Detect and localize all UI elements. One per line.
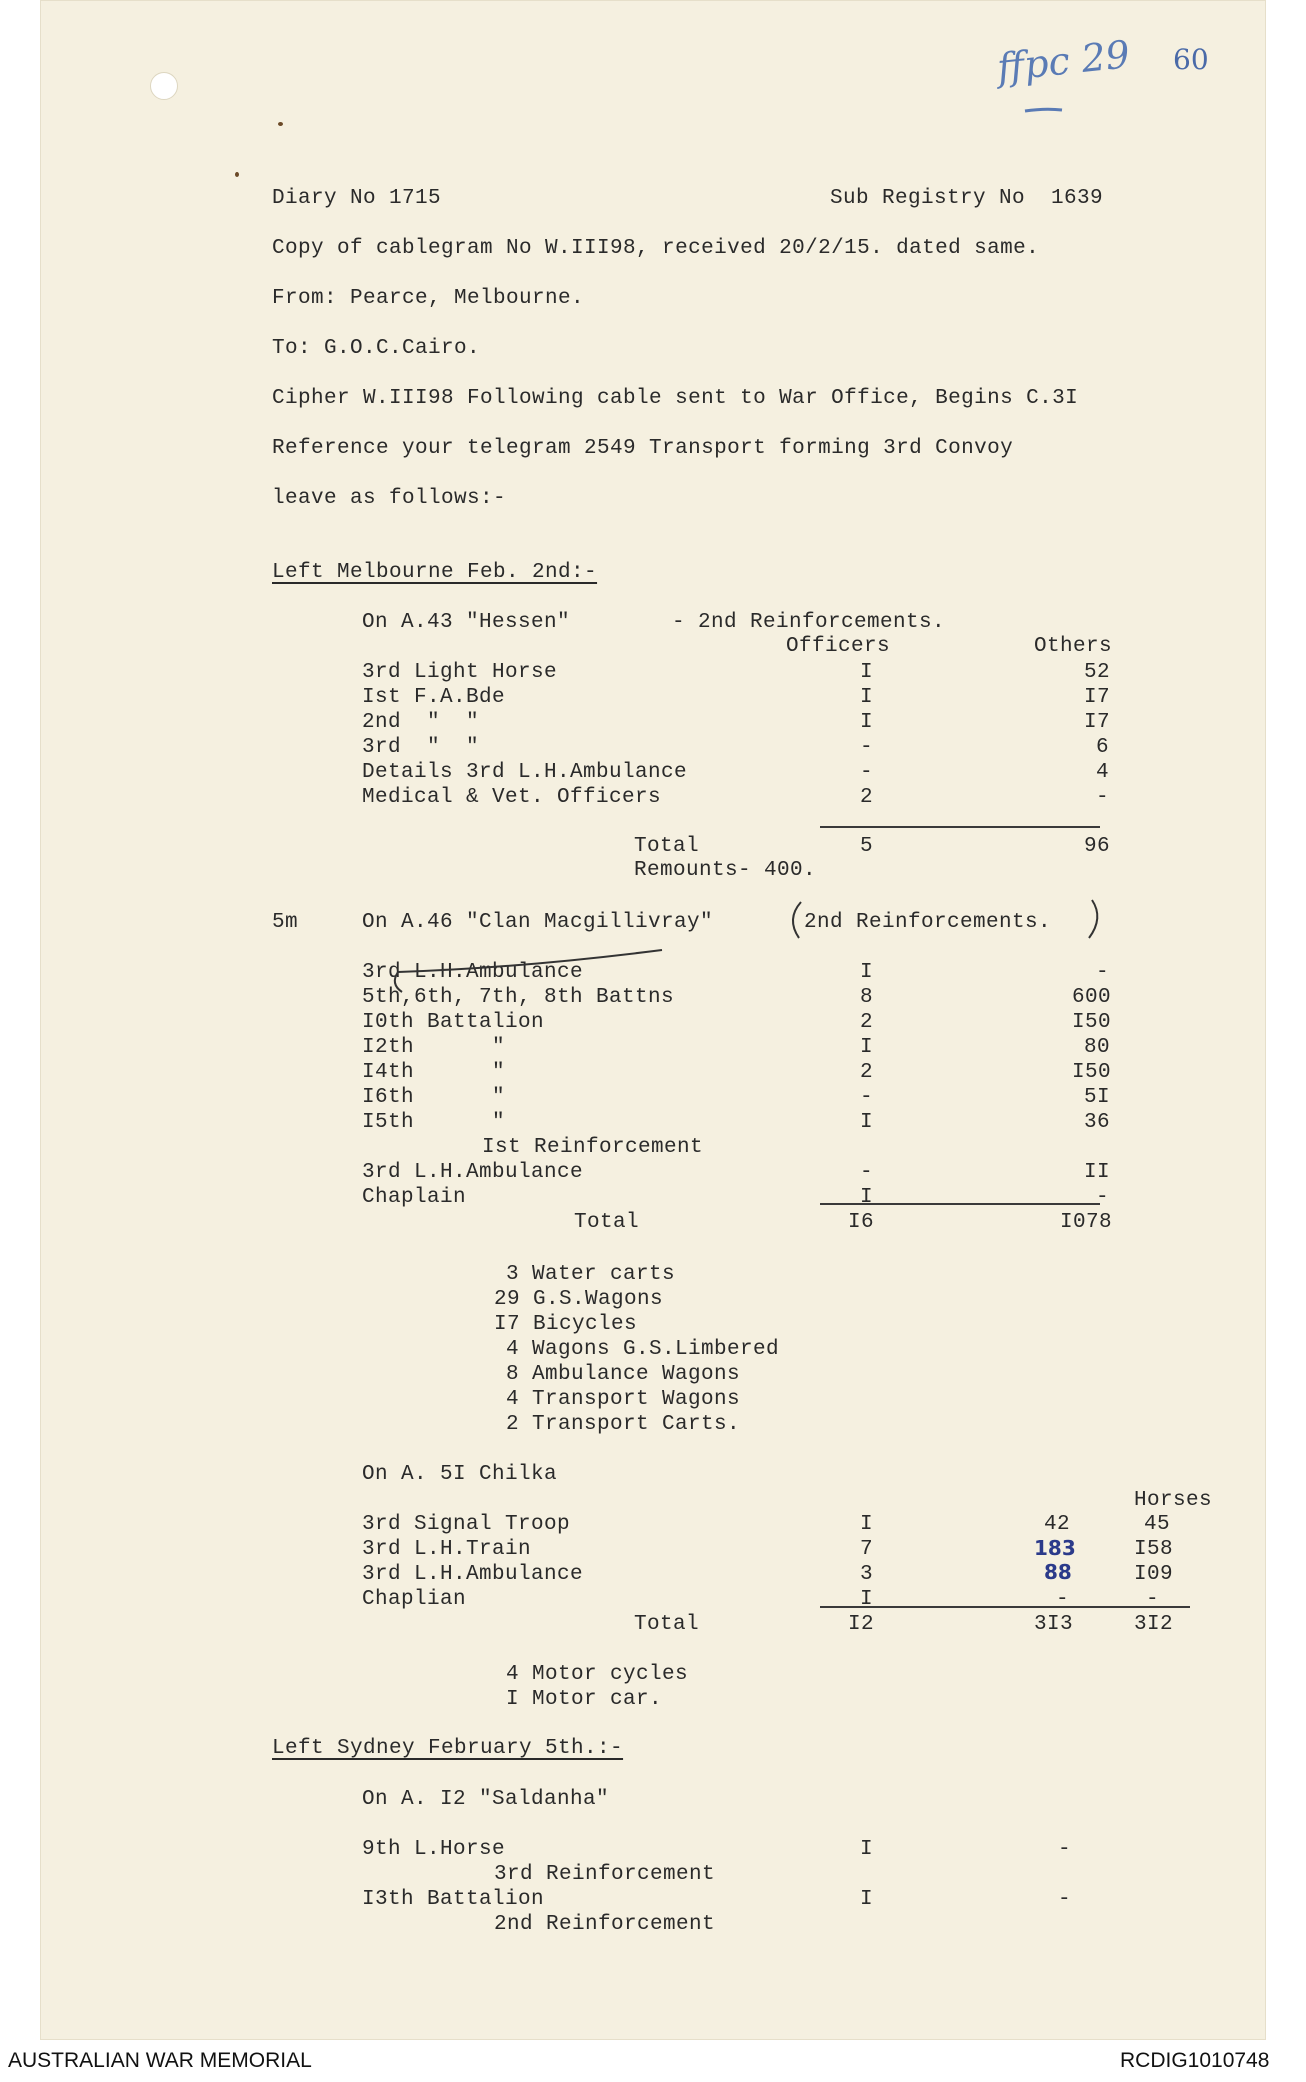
table-row-officers: I (860, 1186, 874, 1209)
vehicle-item: 4 Motor cycles (506, 1663, 689, 1686)
vehicle-item: 4 Transport Wagons (506, 1388, 741, 1411)
footer-institution: AUSTRALIAN WAR MEMORIAL (8, 2049, 312, 2072)
table-row-others: I7 (1084, 686, 1111, 709)
table-row-others: - (1058, 1888, 1072, 1911)
sydney-heading: Left Sydney February 5th.:- (272, 1737, 624, 1760)
vehicle-item: 29 G.S.Wagons (494, 1288, 664, 1311)
vehicle-item: I7 Bicycles (494, 1313, 638, 1336)
pencil-loop (395, 972, 402, 992)
table-row-others: 6 (1096, 736, 1110, 759)
page-number: 60 (1173, 43, 1209, 76)
table-row-others: 80 (1084, 1036, 1111, 1059)
hessen-reinforcement-note: - 2nd Reinforcements. (672, 611, 946, 634)
table-row-others: 42 (1044, 1513, 1071, 1536)
table-row-sublabel: 2nd Reinforcement (494, 1913, 716, 1936)
first-reinforcement-subheading: Ist Reinforcement (482, 1136, 704, 1159)
table-row-label: Chaplain (362, 1186, 467, 1209)
table-row-others: 4 (1096, 761, 1110, 784)
table-row-officers: 2 (860, 1061, 874, 1084)
table-row-horses: 45 (1144, 1513, 1171, 1536)
handwritten-reference: ffpc 29 (995, 32, 1132, 90)
total-others: 96 (1084, 835, 1111, 858)
table-row-officers: 2 (860, 1011, 874, 1034)
table-row-others: - (1096, 786, 1110, 809)
melbourne-heading: Left Melbourne Feb. 2nd:- (272, 561, 598, 584)
table-row-officers: - (860, 736, 874, 759)
table-row-label: I5th " (362, 1111, 506, 1134)
total-horses: 3I2 (1134, 1613, 1174, 1636)
table-row-others: 36 (1084, 1111, 1111, 1134)
table-row-sublabel: 3rd Reinforcement (494, 1863, 716, 1886)
vehicle-item: I Motor car. (506, 1688, 663, 1711)
total-label: Total (634, 835, 700, 858)
table-row-officers: I (860, 1036, 874, 1059)
table-row-officers: 8 (860, 986, 874, 1009)
pencil-strike-line (398, 950, 662, 972)
leave-line: leave as follows:- (272, 487, 507, 510)
table-row-officers: I (860, 1111, 874, 1134)
total-officers: I2 (848, 1613, 875, 1636)
table-row-others: I50 (1072, 1011, 1112, 1034)
table-row-others: - (1058, 1838, 1072, 1861)
table-row-label: 2nd " " (362, 711, 480, 734)
table-row-officers: I (860, 661, 874, 684)
table-row-label: 9th L.Horse (362, 1838, 506, 1861)
table-row-others: I50 (1072, 1061, 1112, 1084)
table-row-officers: - (860, 1086, 874, 1109)
officers-column-header: Officers (786, 635, 891, 658)
table-row-label: 3rd Signal Troop (362, 1513, 571, 1536)
handwritten-others-value: 183 (1034, 1536, 1076, 1560)
table-row-officers: - (860, 1161, 874, 1184)
sub-registry-number: Sub Registry No 1639 (830, 187, 1104, 210)
total-officers: I6 (848, 1211, 875, 1234)
saldanha-ship-line: On A. I2 "Saldanha" (362, 1788, 610, 1811)
table-row-label: I4th " (362, 1061, 506, 1084)
table-row-officers: I (860, 1513, 874, 1536)
table-row-officers: I (860, 1888, 874, 1911)
total-label: Total (574, 1211, 640, 1234)
table-row-officers: I (860, 961, 874, 984)
table-row-label: I3th Battalion (362, 1888, 545, 1911)
table-row-label: 3rd L.H.Ambulance (362, 1563, 584, 1586)
diary-number: Diary No 1715 (272, 187, 442, 210)
handwritten-others-value: 88 (1044, 1560, 1072, 1584)
handwritten-bracket-open (793, 902, 801, 938)
table-row-label: Details 3rd L.H.Ambulance (362, 761, 688, 784)
vehicle-item: 8 Ambulance Wagons (506, 1363, 741, 1386)
total-others: 3I3 (1034, 1613, 1074, 1636)
table-row-others: - (1096, 1186, 1110, 1209)
vehicle-item: 3 Water carts (506, 1263, 676, 1286)
table-row-officers: I (860, 1838, 874, 1861)
table-row-label: 3rd " " (362, 736, 480, 759)
cipher-line: Cipher W.III98 Following cable sent to War Office, Begins C.3I (272, 387, 1079, 410)
table-row-horses: - (1146, 1588, 1160, 1611)
table-row-label: 3rd L.H.Train (362, 1538, 532, 1561)
handwritten-bracket-close (1089, 900, 1097, 938)
chilka-ship-line: On A. 5I Chilka (362, 1463, 558, 1486)
table-row-officers: - (860, 761, 874, 784)
hessen-ship-line: On A.43 "Hessen" (362, 611, 571, 634)
table-row-others: 600 (1072, 986, 1112, 1009)
table-row-label: 3rd L.H.Ambulance (362, 961, 584, 984)
table-row-label: I0th Battalion (362, 1011, 545, 1034)
table-row-label: I2th " (362, 1036, 506, 1059)
table-row-others: I7 (1084, 711, 1111, 734)
vehicle-item: 4 Wagons G.S.Limbered (506, 1338, 780, 1361)
table-row-horses: I09 (1134, 1563, 1174, 1586)
to-line: To: G.O.C.Cairo. (272, 337, 481, 360)
cablegram-line: Copy of cablegram No W.III98, received 20/2/15. dated same. (272, 237, 1040, 260)
table-row-others: - (1056, 1588, 1070, 1611)
handwritten-underline (1025, 109, 1062, 111)
clan-reinforcement-note: 2nd Reinforcements. (804, 911, 1052, 934)
table-row-label: Ist F.A.Bde (362, 686, 506, 709)
reference-line: Reference your telegram 2549 Transport forming 3rd Convoy (272, 437, 1014, 460)
total-others: I078 (1060, 1211, 1113, 1234)
table-row-others: 5I (1084, 1086, 1111, 1109)
table-row-officers: 7 (860, 1538, 874, 1561)
table-row-label: Chaplian (362, 1588, 467, 1611)
table-row-officers: I (860, 711, 874, 734)
horses-column-header: Horses (1134, 1489, 1213, 1512)
margin-mark: 5m (272, 911, 299, 934)
table-row-others: - (1096, 961, 1110, 984)
table-row-label: Medical & Vet. Officers (362, 786, 662, 809)
total-officers: 5 (860, 835, 874, 858)
table-row-others: II (1084, 1161, 1111, 1184)
table-row-label: 5th,6th, 7th, 8th Battns (362, 986, 675, 1009)
table-row-horses: I58 (1134, 1538, 1174, 1561)
vehicle-item: 2 Transport Carts. (506, 1413, 741, 1436)
table-row-others: 52 (1084, 661, 1111, 684)
table-row-label: I6th " (362, 1086, 506, 1109)
table-row-officers: 3 (860, 1563, 874, 1586)
total-label: Total (634, 1613, 700, 1636)
table-row-label: 3rd L.H.Ambulance (362, 1161, 584, 1184)
others-column-header: Others (1034, 635, 1113, 658)
clan-ship-line: On A.46 "Clan Macgillivray" (362, 911, 714, 934)
table-row-officers: I (860, 686, 874, 709)
table-row-officers: 2 (860, 786, 874, 809)
table-row-officers: I (860, 1588, 874, 1611)
footer-catalog-id: RCDIG1010748 (1120, 2049, 1270, 2072)
remounts-line: Remounts- 400. (634, 859, 817, 882)
from-line: From: Pearce, Melbourne. (272, 287, 585, 310)
table-row-label: 3rd Light Horse (362, 661, 558, 684)
